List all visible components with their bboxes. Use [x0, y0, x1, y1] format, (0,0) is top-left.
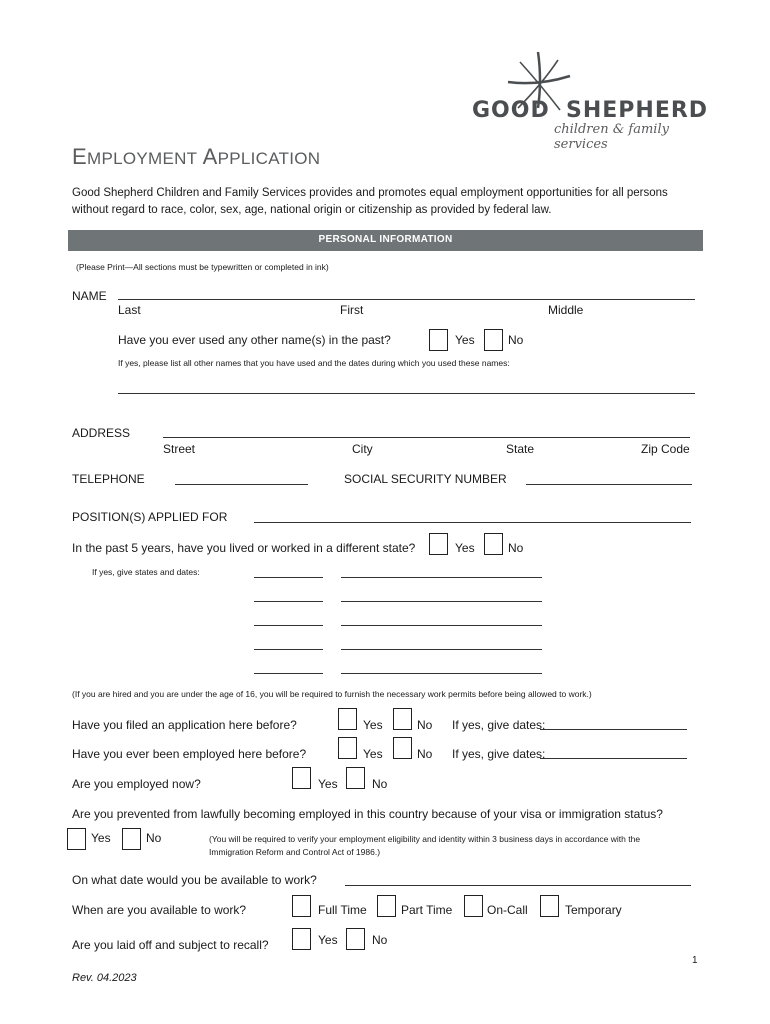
past5-yes-checkbox[interactable] — [429, 533, 448, 555]
prevented-yes-label: Yes — [91, 831, 111, 845]
other-names-question: Have you ever used any other name(s) in the past? — [118, 333, 391, 347]
other-names-field[interactable] — [118, 380, 695, 394]
laid-off-no-checkbox[interactable] — [346, 928, 365, 950]
intro-line-1: Good Shepherd Children and Family Services provides and promotes equal employment opportunities for all persons — [72, 187, 668, 199]
page-title: EMPLOYMENT APPLICATION — [72, 144, 321, 169]
available-when-question: When are you available to work? — [72, 903, 247, 917]
dates-line-5[interactable] — [341, 673, 542, 674]
state-line-1[interactable] — [254, 577, 323, 578]
address-zip-caption: Zip Code — [641, 442, 690, 456]
name-field[interactable] — [118, 286, 695, 300]
position-label: POSITION(S) APPLIED FOR — [72, 510, 228, 524]
dates-line-2[interactable] — [341, 601, 542, 602]
revision-date: Rev. 04.2023 — [72, 972, 137, 984]
temporary-label: Temporary — [565, 903, 622, 917]
filed-dates-label: If yes, give dates: — [452, 718, 546, 732]
employed-now-yes-label: Yes — [318, 777, 338, 791]
available-date-field[interactable] — [345, 872, 691, 886]
filed-no-label: No — [417, 718, 433, 732]
prevented-note-line-2: Immigration Reform and Control Act of 1986.) — [209, 847, 381, 857]
filed-yes-label: Yes — [363, 718, 383, 732]
print-note: (Please Print—All sections must be typewritten or completed in ink) — [76, 262, 329, 272]
prevented-yes-checkbox[interactable] — [67, 828, 86, 850]
employed-before-dates-label: If yes, give dates: — [452, 747, 546, 761]
laid-off-yes-checkbox[interactable] — [292, 928, 311, 950]
employed-before-dates-field[interactable] — [540, 745, 687, 759]
dates-line-3[interactable] — [341, 625, 542, 626]
address-street-caption: Street — [163, 442, 196, 456]
employed-now-no-label: No — [372, 777, 388, 791]
prevented-note-line-1: (You will be required to verify your employment eligibility and identity within 3 business days in accordance with the — [209, 834, 641, 844]
past5-question: In the past 5 years, have you lived or worked in a different state? — [72, 541, 416, 555]
filed-dates-field[interactable] — [540, 716, 687, 730]
full-time-checkbox[interactable] — [292, 895, 311, 917]
temporary-checkbox[interactable] — [540, 895, 559, 917]
past5-no-label: No — [508, 541, 524, 555]
past5-instruction: If yes, give states and dates: — [92, 567, 200, 577]
other-names-no-label: No — [508, 333, 524, 347]
prevented-no-label: No — [146, 831, 162, 845]
filed-yes-checkbox[interactable] — [338, 708, 357, 730]
minor-permit-note: (If you are hired and you are under the age of 16, you will be required to furnish the necessary work permits before being allowed to work.) — [72, 689, 592, 699]
other-names-yes-checkbox[interactable] — [429, 329, 448, 351]
full-time-label: Full Time — [318, 903, 367, 917]
address-label: ADDRESS — [72, 426, 131, 440]
part-time-checkbox[interactable] — [377, 895, 396, 917]
name-first-caption: First — [340, 303, 364, 317]
employed-before-yes-label: Yes — [363, 747, 383, 761]
other-names-instruction: If yes, please list all other names that you have used and the dates during which you used these names: — [118, 358, 510, 368]
employed-before-no-label: No — [417, 747, 433, 761]
dates-line-4[interactable] — [341, 649, 542, 650]
available-date-question: On what date would you be available to work? — [72, 873, 317, 887]
address-field[interactable] — [163, 424, 690, 438]
state-line-5[interactable] — [254, 673, 323, 674]
dates-line-1[interactable] — [341, 577, 542, 578]
on-call-checkbox[interactable] — [464, 895, 483, 917]
part-time-label: Part Time — [401, 903, 453, 917]
ssn-label: SOCIAL SECURITY NUMBER — [344, 472, 507, 486]
employed-before-yes-checkbox[interactable] — [338, 737, 357, 759]
section-banner-personal-information — [68, 230, 703, 251]
past5-yes-label: Yes — [455, 541, 475, 555]
logo-tagline: children & family services — [554, 122, 669, 152]
laid-off-question: Are you laid off and subject to recall? — [72, 938, 269, 952]
prevented-question: Are you prevented from lawfully becoming employed in this country because of your visa or immigration status? — [72, 807, 663, 821]
past5-no-checkbox[interactable] — [484, 533, 503, 555]
employed-before-question: Have you ever been employed here before? — [72, 747, 307, 761]
other-names-no-checkbox[interactable] — [484, 329, 503, 351]
name-middle-caption: Middle — [548, 303, 584, 317]
other-names-yes-label: Yes — [455, 333, 475, 347]
logo-word-good: GOOD — [472, 98, 550, 123]
employed-now-yes-checkbox[interactable] — [292, 767, 311, 789]
name-last-caption: Last — [118, 303, 141, 317]
logo — [470, 50, 709, 152]
position-field[interactable] — [254, 509, 691, 523]
state-line-2[interactable] — [254, 601, 323, 602]
section-banner-label: PERSONAL INFORMATION — [318, 234, 453, 245]
laid-off-no-label: No — [372, 933, 388, 947]
employed-before-no-checkbox[interactable] — [393, 737, 412, 759]
employed-now-question: Are you employed now? — [72, 777, 201, 791]
state-line-3[interactable] — [254, 625, 323, 626]
telephone-label: TELEPHONE — [72, 472, 145, 486]
telephone-field[interactable] — [175, 471, 308, 485]
filed-question: Have you filed an application here before? — [72, 718, 297, 732]
name-label: NAME — [72, 289, 107, 303]
address-city-caption: City — [352, 442, 373, 456]
ssn-field[interactable] — [526, 471, 692, 485]
on-call-label: On-Call — [487, 903, 528, 917]
address-state-caption: State — [506, 442, 535, 456]
laid-off-yes-label: Yes — [318, 933, 338, 947]
state-line-4[interactable] — [254, 649, 323, 650]
intro-line-2: without regard to race, color, sex, age, national origin or citizenship as provided by federal law. — [72, 204, 552, 216]
filed-no-checkbox[interactable] — [393, 708, 412, 730]
page-number: 1 — [692, 955, 698, 966]
employed-now-no-checkbox[interactable] — [346, 767, 365, 789]
logo-word-shepherd: SHEPHERD — [566, 98, 709, 123]
prevented-no-checkbox[interactable] — [122, 828, 141, 850]
